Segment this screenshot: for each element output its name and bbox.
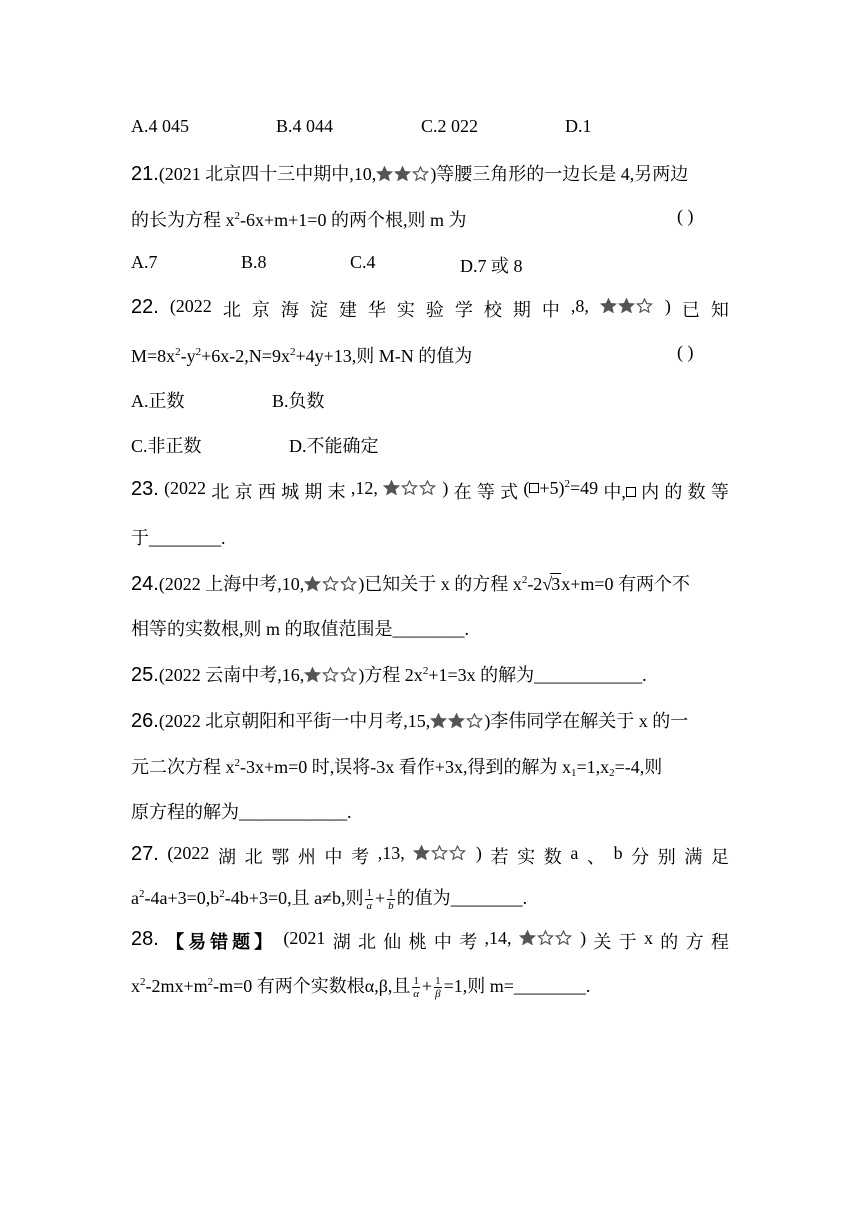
q26-difficulty-stars [430, 711, 484, 732]
q23-line2: 于________. [131, 528, 226, 548]
q23-text-token: 等 [710, 482, 729, 502]
q22-src-token: (2022 [169, 296, 212, 316]
q23-difficulty-stars [383, 478, 437, 504]
q22-src-token: 建 [338, 300, 357, 320]
q27-text-token: 数 [543, 847, 562, 867]
q23-src-token: 京 [234, 482, 253, 502]
q22-options-row1 [131, 387, 731, 411]
q25-difficulty-stars [304, 665, 358, 686]
q23-src-token: (2022 [164, 478, 207, 498]
q22-src-token: 北 [222, 300, 241, 320]
q27-src-token: 考 [351, 847, 370, 867]
q22-src-token: 海 [280, 300, 299, 320]
q22-number: 22. [131, 296, 159, 318]
q25-text: )方程 $2x^2+1=3x$ 的解为____________. [358, 665, 647, 685]
filled-star-icon [600, 298, 617, 313]
empty-star-icon [537, 930, 554, 945]
q21-difficulty-stars [376, 164, 430, 185]
q24-number: 24. [131, 573, 159, 595]
q24-line2: 相等的实数根,则 m 的取值范围是________. [131, 619, 469, 639]
empty-star-icon [401, 480, 418, 495]
q25-source: (2022 云南中考,16, [158, 665, 305, 685]
q27-src-token: (2022 [167, 843, 210, 863]
q22-src-token: 中 [541, 300, 560, 320]
q20-option-a: A.4 045 [131, 116, 189, 136]
q22-difficulty-stars [600, 296, 654, 322]
q23-src-token: 末 [327, 482, 346, 502]
q22-text-token: 知 [710, 300, 729, 320]
q22-src-token: 验 [425, 300, 444, 320]
q22-text-2: $M=8x^2-y^2+6x-2,N=9x^2+4y+13$,则 M-N 的值为 [131, 346, 473, 366]
empty-star-icon [555, 930, 572, 945]
q27-text-token: 分 [631, 847, 650, 867]
q28-number: 28. [131, 928, 159, 950]
q22-answer-paren: ( ) [677, 342, 694, 362]
q27-src-token: 中 [324, 847, 343, 867]
q28-src-token: 仙 [383, 932, 402, 952]
empty-star-icon [419, 480, 436, 495]
q27-src-token: 州 [297, 847, 316, 867]
q27-text-token: 满 [684, 847, 703, 867]
filled-star-icon [304, 576, 321, 591]
q21-option-d: D.7 或 8 [460, 256, 523, 276]
q21-options [131, 252, 731, 276]
empty-star-icon [322, 576, 339, 591]
q22-src-token: 实 [396, 300, 415, 320]
q27-text-token: ) [475, 843, 482, 863]
q26-text: )李伟同学在解关于 x 的一 [484, 711, 689, 731]
empty-star-icon [340, 667, 357, 682]
q22-option-a: A.正数 [131, 391, 185, 411]
q22-options-row2 [131, 432, 731, 456]
q28-text-token: x [643, 928, 653, 948]
q23-text-token: 等 [476, 482, 495, 502]
q27-line1 [131, 843, 729, 869]
q22-text-token: 已 [681, 300, 700, 320]
empty-star-icon [412, 166, 429, 181]
q23-src-token: ,12, [350, 478, 378, 498]
q28-src-token: 考 [459, 932, 478, 952]
q21-text: )等腰三角形的一边长是 4,另两边 [430, 164, 689, 184]
q22-src-token: 期 [512, 300, 531, 320]
q23-text-token: 数 [687, 482, 706, 502]
q22-option-d: D.不能确定 [289, 436, 379, 456]
q27-line2: $a^2-4a+3=0,b^2-4b+3=0$,且 a≠b,则 $\frac{1}{a}$ + $\frac{1}{b}$ 的值为________. [131, 887, 528, 913]
q23-line1 [131, 478, 729, 504]
q27-text-token: b [613, 843, 623, 863]
q28-text-token: 关 [593, 932, 612, 952]
q25-line1 [131, 661, 647, 687]
q22-src-token: 学 [454, 300, 473, 320]
q21-source: (2021 北京四十三中期中,10, [158, 164, 377, 184]
q28-text-token: 程 [710, 932, 729, 952]
q24-source: (2022 上海中考,10, [158, 574, 305, 594]
q28-line2: $x^2-2mx+m^2-m=0$ 有两个实数根α,β,且 $\frac{1}{\alpha}$ + $\frac{1}{\beta}$ =1,则 m=________. [131, 975, 591, 1001]
q23-text-token: ) [442, 478, 449, 498]
empty-star-icon [431, 845, 448, 860]
q22-option-b: B.负数 [272, 391, 325, 411]
q28-text-token: 于 [618, 932, 637, 952]
q28-src-token: 湖 [332, 932, 351, 952]
q28-src-token: 北 [358, 932, 376, 952]
q27-src-token: 湖 [218, 847, 237, 867]
q22-src-token: 华 [367, 300, 386, 320]
q23-src-token: 北 [211, 482, 230, 502]
q21-option-a: A.7 [131, 252, 158, 272]
q28-text-token: 方 [685, 932, 704, 952]
q24-difficulty-stars [304, 574, 358, 595]
fraction-1-over-alpha: $\frac{1}{\alpha}$ [413, 975, 420, 1001]
q28-src-token: 桃 [408, 932, 427, 952]
q21-text-2: 的长为方程 $x^2-6x+m+1=0$ 的两个根,则 m 为 [131, 210, 467, 230]
empty-star-icon [322, 667, 339, 682]
filled-star-icon [394, 166, 411, 181]
filled-star-icon [376, 166, 393, 181]
q23-src-token: 西 [257, 482, 276, 502]
q27-src-token: 鄂 [271, 847, 290, 867]
q20-options [131, 116, 731, 140]
filled-star-icon [304, 667, 321, 682]
empty-star-icon [449, 845, 466, 860]
filled-star-icon [383, 480, 400, 495]
q28-src-token: ,14, [484, 928, 512, 948]
q21-line1 [131, 160, 688, 186]
fraction-1-over-beta: $\frac{1}{\beta}$ [435, 975, 441, 1001]
fraction-1-over-b: $\frac{1}{b}$ [388, 887, 394, 913]
q23-text-token: 的 [664, 482, 683, 502]
q27-src-token: 北 [244, 847, 263, 867]
q23-text-token: 在 [453, 482, 472, 502]
q20-option-c: C.2 022 [421, 116, 479, 136]
q27-text-token: 别 [657, 847, 676, 867]
q22-src-token: 京 [251, 300, 270, 320]
q26-source: (2022 北京朝阳和平街一中月考,15, [158, 711, 431, 731]
q23-text-token: 式 [500, 482, 519, 502]
q22-text-token: ) [664, 296, 671, 316]
q27-text-token: 足 [711, 847, 729, 867]
q22-line2 [131, 342, 472, 368]
q27-text-token: 、 [586, 847, 605, 867]
empty-star-icon [466, 713, 483, 728]
q22-src-token: ,8, [570, 296, 589, 316]
q21-number: 21. [131, 163, 159, 185]
q23-text-token: 中, [603, 478, 636, 504]
q27-text-token: a [570, 843, 579, 863]
q21-line2 [131, 206, 466, 232]
q26-line2: 元二次方程 $x^2-3x+m=0$ 时,误将-3x 看作+3x,得到的解为 $x_1=1,x_2=-4$,则 [131, 757, 663, 779]
q22-option-c: C.非正数 [131, 436, 202, 456]
q21-answer-paren: ( ) [677, 206, 694, 226]
filled-star-icon [430, 713, 447, 728]
filled-star-icon [618, 298, 635, 313]
q27-src-token: ,13, [377, 843, 405, 863]
q26-line3: 原方程的解为____________. [131, 802, 352, 822]
q22-src-token: 淀 [309, 300, 328, 320]
q21-option-b: B.8 [241, 252, 267, 272]
q28-src-token: 中 [433, 932, 452, 952]
q28-line1 [131, 928, 729, 954]
q23-src-token: 期 [304, 482, 323, 502]
q21-option-c: C.4 [350, 252, 376, 272]
q26-number: 26. [131, 710, 159, 732]
q25-number: 25. [131, 664, 159, 686]
q22-src-token: 校 [483, 300, 502, 320]
q24-text: )已知关于 x 的方程 $x^2-2√3x+m=0$ 有两个不 [358, 574, 691, 594]
filled-star-icon [519, 930, 536, 945]
empty-star-icon [340, 576, 357, 591]
q28-difficulty-stars [519, 928, 573, 954]
filled-star-icon [448, 713, 465, 728]
q23-src-token: 城 [281, 482, 300, 502]
q23-number: 23. [131, 478, 159, 500]
q20-option-b: B.4 044 [276, 116, 334, 136]
q27-number: 27. [131, 843, 159, 865]
q23-equation: ( +5)$^2$=49 [523, 478, 599, 498]
q26-line1 [131, 707, 688, 733]
fraction-1-over-a: $\frac{1}{a}$ [366, 887, 372, 913]
q24-line1 [131, 570, 690, 596]
q27-text-token: 若 [490, 847, 509, 867]
filled-star-icon [413, 845, 430, 860]
q28-text-token: 的 [660, 932, 679, 952]
q28-src-token: (2021 [283, 928, 326, 948]
q27-difficulty-stars [413, 843, 467, 869]
q20-option-d: D.1 [565, 116, 592, 136]
q23-text-token: 内 [641, 482, 660, 502]
empty-star-icon [636, 298, 653, 313]
q28-text-token: ) [580, 928, 587, 948]
q22-line1 [131, 296, 729, 322]
q27-text-token: 实 [517, 847, 536, 867]
q28-tag-easy-mistake: 【易错题】 [166, 932, 277, 952]
